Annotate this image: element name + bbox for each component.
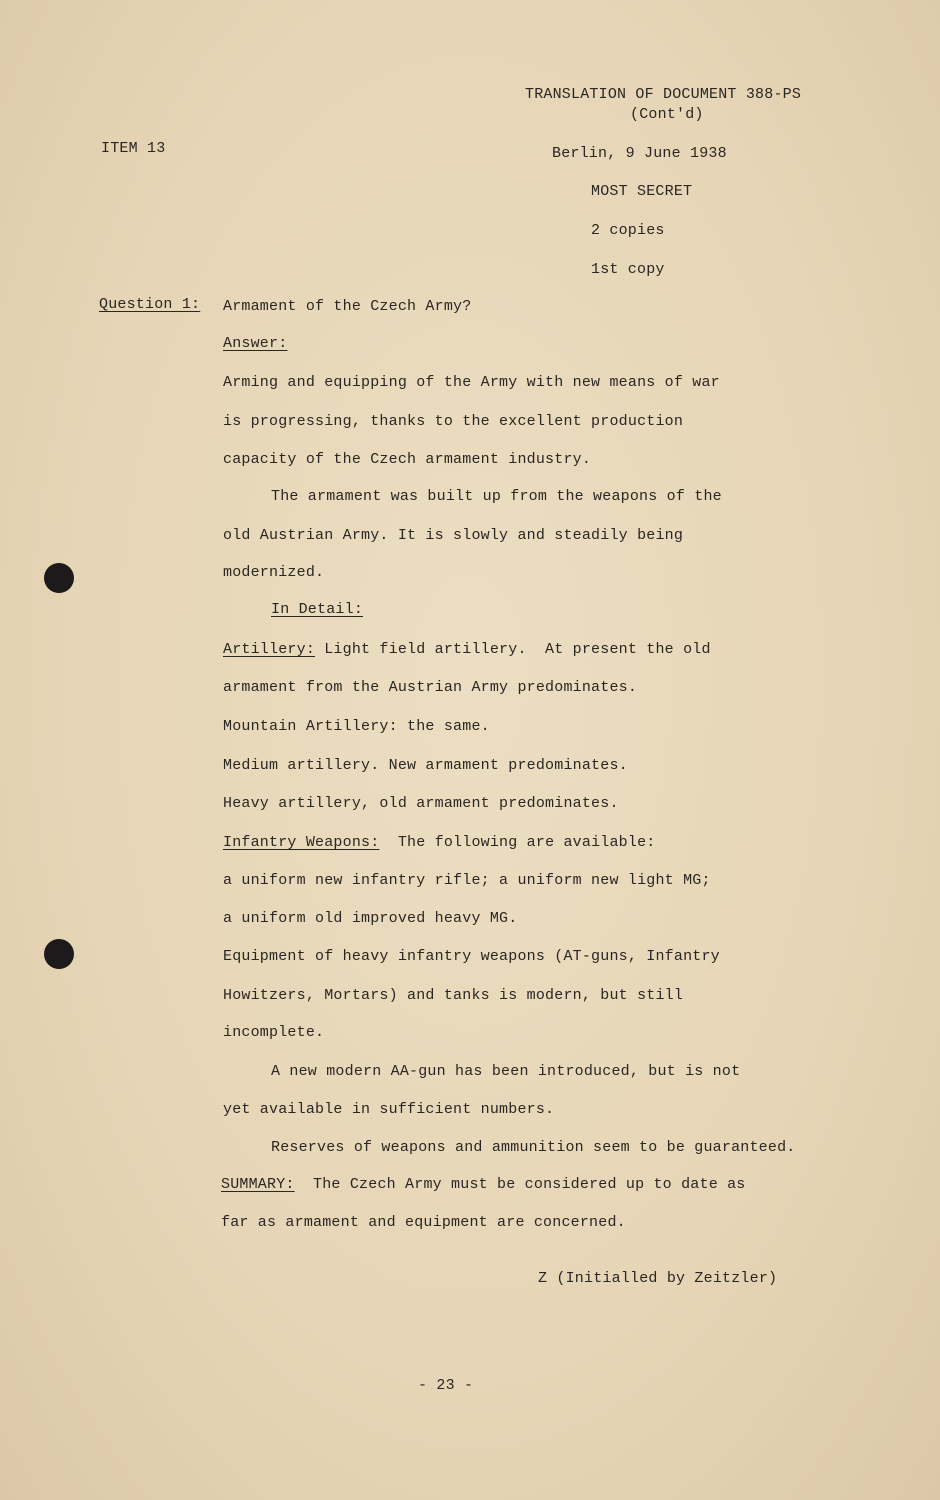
answer-line: capacity of the Czech armament industry.	[223, 451, 592, 468]
classification: MOST SECRET	[591, 183, 693, 200]
infantry-detail-line: a uniform new infantry rifle; a uniform new light MG;	[223, 872, 711, 889]
answer-line: is progressing, thanks to the excellent production	[223, 413, 684, 430]
artillery-label: Artillery:	[223, 641, 316, 658]
artillery-line	[223, 641, 711, 658]
question-text: Armament of the Czech Army?	[223, 298, 472, 315]
answer-line: modernized.	[223, 564, 325, 581]
infantry-text: The following are available:	[379, 834, 656, 851]
infantry-detail-line: Howitzers, Mortars) and tanks is modern, but still	[223, 987, 684, 1004]
punch-hole-upper	[44, 563, 74, 593]
summary-line-2: far as armament and equipment are concerned.	[221, 1214, 626, 1231]
answer-line: Arming and equipping of the Army with new means of war	[223, 374, 720, 391]
medium-artillery-line: Medium artillery. New armament predominates.	[223, 757, 628, 774]
aa-gun-line: yet available in sufficient numbers.	[223, 1101, 555, 1118]
place-date: Berlin, 9 June 1938	[552, 145, 727, 162]
heavy-artillery-line: Heavy artillery, old armament predominates.	[223, 795, 619, 812]
summary-text: The Czech Army must be considered up to date as	[294, 1176, 746, 1193]
punch-hole-lower	[44, 939, 74, 969]
artillery-text: Light field artillery. At present the old	[315, 641, 711, 658]
page-number: - 23 -	[418, 1377, 474, 1394]
infantry-detail-line: a uniform old improved heavy MG.	[223, 910, 518, 927]
reserves-line: Reserves of weapons and ammunition seem to be guaranteed.	[271, 1139, 796, 1156]
infantry-label: Infantry Weapons:	[223, 834, 380, 851]
signature-initials: Z (Initialled by Zeitzler)	[538, 1270, 778, 1287]
mountain-artillery-line: Mountain Artillery: the same.	[223, 718, 490, 735]
copy-number: 1st copy	[591, 261, 665, 278]
infantry-line	[223, 834, 655, 851]
artillery-line-2: armament from the Austrian Army predominates.	[223, 679, 638, 696]
answer-line: The armament was built up from the weapons of the	[271, 488, 722, 505]
infantry-detail-line: Equipment of heavy infantry weapons (AT-guns, Infantry	[223, 948, 720, 965]
infantry-detail-line: incomplete.	[223, 1024, 325, 1041]
aa-gun-line: A new modern AA-gun has been introduced, but is not	[271, 1063, 741, 1080]
continued-note: (Cont'd)	[630, 106, 704, 123]
answer-line: old Austrian Army. It is slowly and steadily being	[223, 527, 684, 544]
document-title: TRANSLATION OF DOCUMENT 388-PS	[525, 86, 802, 103]
copies-count: 2 copies	[591, 222, 665, 239]
item-number: ITEM 13	[101, 140, 166, 157]
answer-label: Answer:	[223, 335, 288, 352]
in-detail-heading: In Detail:	[271, 601, 364, 618]
summary-line	[221, 1176, 746, 1193]
summary-label: SUMMARY:	[221, 1176, 295, 1193]
question-label: Question 1:	[99, 296, 201, 313]
